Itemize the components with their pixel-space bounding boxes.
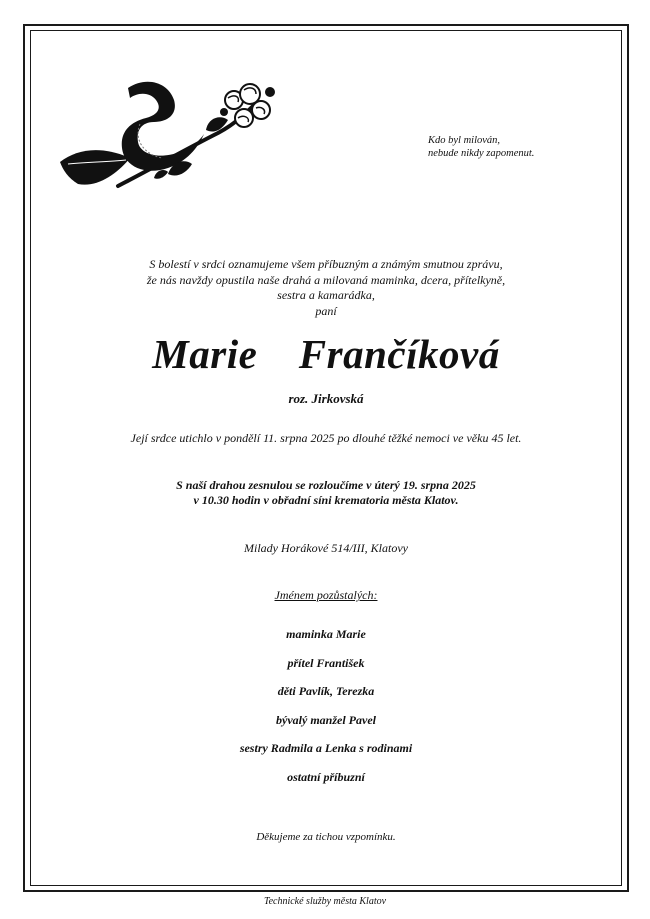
survivor-item: ostatní příbuzní <box>287 769 365 784</box>
maiden-name: roz. Jirkovská <box>288 391 364 406</box>
motto-line-1: Kdo byl milován, <box>428 135 501 146</box>
footer-credit: Technické služby města Klatov <box>263 896 387 907</box>
survivor-item: sestry Radmila a Lenka s rodinami <box>239 741 413 756</box>
deceased-name: Marie Frančíková <box>152 331 500 377</box>
address: Milady Horákové 514/III, Klatovy <box>244 541 408 555</box>
death-notice: Její srdce utichlo v pondělí 11. srpna 2025 po dlouhé těžké nemoci ve věku 45 let. <box>130 431 522 445</box>
survivors-heading: Jménem pozůstalých: <box>274 588 378 602</box>
announcement-line: S bolestí v srdci oznamujeme všem příbuzným a známým smutnou zprávu, <box>149 257 503 271</box>
survivor-item: děti Pavlík, Terezka <box>277 684 375 699</box>
motto-line-2: nebude nikdy zapomenut. <box>428 148 535 159</box>
survivor-item: bývalý manžel Pavel <box>276 712 376 727</box>
announcement-line: sestra a kamarádka, <box>277 288 375 302</box>
rose-illustration-icon <box>58 78 280 196</box>
memorial-motto <box>428 134 578 160</box>
survivor-item: přítel František <box>287 655 365 670</box>
thanks-line: Děkujeme za tichou vzpomínku. <box>256 831 396 843</box>
survivors-list <box>30 626 622 798</box>
funeral-line-1: S naší drahou zesnulou se rozloučíme v úterý 19. srpna 2025 <box>176 478 476 492</box>
announcement-line: paní <box>315 303 337 318</box>
announcement-text <box>30 257 622 319</box>
funeral-details <box>30 478 622 508</box>
funeral-line-2: v 10.30 hodin v obřadní síni krematoria města Klatov. <box>193 493 459 507</box>
survivor-item: maminka Marie <box>286 627 366 641</box>
announcement-line: že nás navždy opustila naše drahá a milovaná maminka, dcera, přítelkyně, <box>146 272 506 287</box>
